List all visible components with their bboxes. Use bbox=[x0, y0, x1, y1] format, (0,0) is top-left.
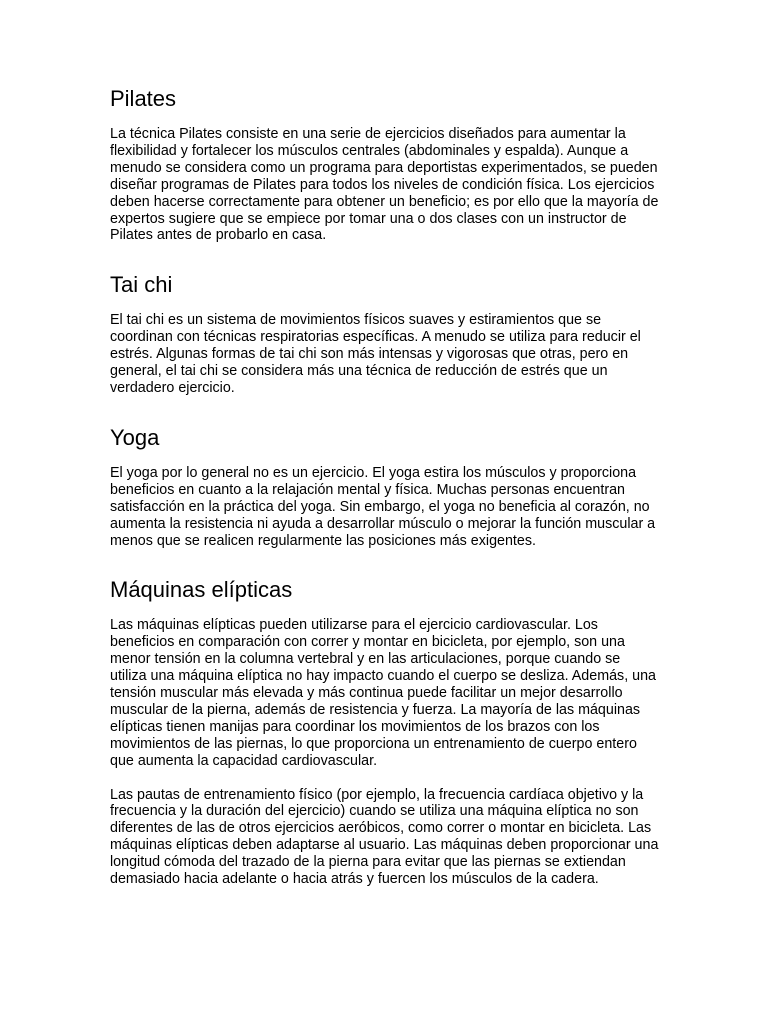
paragraph-tai-chi: El tai chi es un sistema de movimientos físicos suaves y estiramientos que se coordinan con técnicas respiratorias específicas. A menudo se utiliza para reducir el estrés. Algunas formas de tai chi son más intensas y vigorosas que otras, pero en general, el tai chi se considera más una técnica de reducción de estrés que un verdadero ejercicio. bbox=[110, 312, 641, 396]
heading-tai-chi: Tai chi bbox=[110, 272, 173, 298]
heading-pilates: Pilates bbox=[110, 86, 177, 111]
heading-maquinas-elipticas: Máquinas elípticas bbox=[110, 577, 293, 603]
heading-yoga: Yoga bbox=[110, 424, 160, 450]
document-page bbox=[110, 84, 660, 888]
paragraph-maquinas-elipticas-1: Las máquinas elípticas pueden utilizarse para el ejercicio cardiovascular. Los beneficios en comparación con correr y montar en bicicleta, por ejemplo, son una menor tensión en la columna vertebral y en las articulaciones, porque cuando se utiliza una máquina elíptica no hay impacto cuando el cuerpo se desliza. Además, una tensión muscular más elevada y más continua puede facilitar un mejor desarrollo muscular de la pierna, además de resistencia y fuerza. La mayoría de las máquinas elípticas tienen manijas para coordinar los movimientos de los brazos con los movimientos de las piernas, lo que proporciona un entrenamiento de cuerpo entero que aumenta la capacidad cardiovascular. bbox=[110, 617, 657, 769]
paragraph-maquinas-elipticas-2: Las pautas de entrenamiento físico (por ejemplo, la frecuencia cardíaca objetivo y la frecuencia y la duración del ejercicio) cuando se utiliza una máquina elíptica no son diferentes de las de otros ejercicios aeróbicos, como correr o montar en bicicleta. Las máquinas elípticas deben adaptarse al usuario. Las máquinas deben proporcionar una longitud cómoda del trazado de la pierna para evitar que las piernas se extiendan demasiado hacia adelante o hacia atrás y fuercen los músculos de la cadera. bbox=[110, 786, 659, 888]
paragraph-yoga: El yoga por lo general no es un ejercicio. El yoga estira los músculos y proporciona beneficios en cuanto a la relajación mental y física. Muchas personas encuentran satisfacción en la práctica del yoga. Sin embargo, el yoga no beneficia al corazón, no aumenta la resistencia ni ayuda a desarrollar músculo o mejorar la función muscular a menos que se realicen regularmente las posiciones más exigentes. bbox=[110, 464, 656, 549]
paragraph-pilates: La técnica Pilates consiste en una serie de ejercicios diseñados para aumentar la flexibilidad y fortalecer los músculos centrales (abdominales y espalda). Aunque a menudo se considera como un programa para deportistas experimentados, se pueden diseñar programas de Pilates para todos los niveles de condición física. Los ejercicios deben hacerse correctamente para obtener un beneficio; es por ello que la mayoría de expertos sugiere que se empiece por tomar una o dos clases con un instructor de Pilates antes de probarlo en casa. bbox=[110, 126, 659, 244]
